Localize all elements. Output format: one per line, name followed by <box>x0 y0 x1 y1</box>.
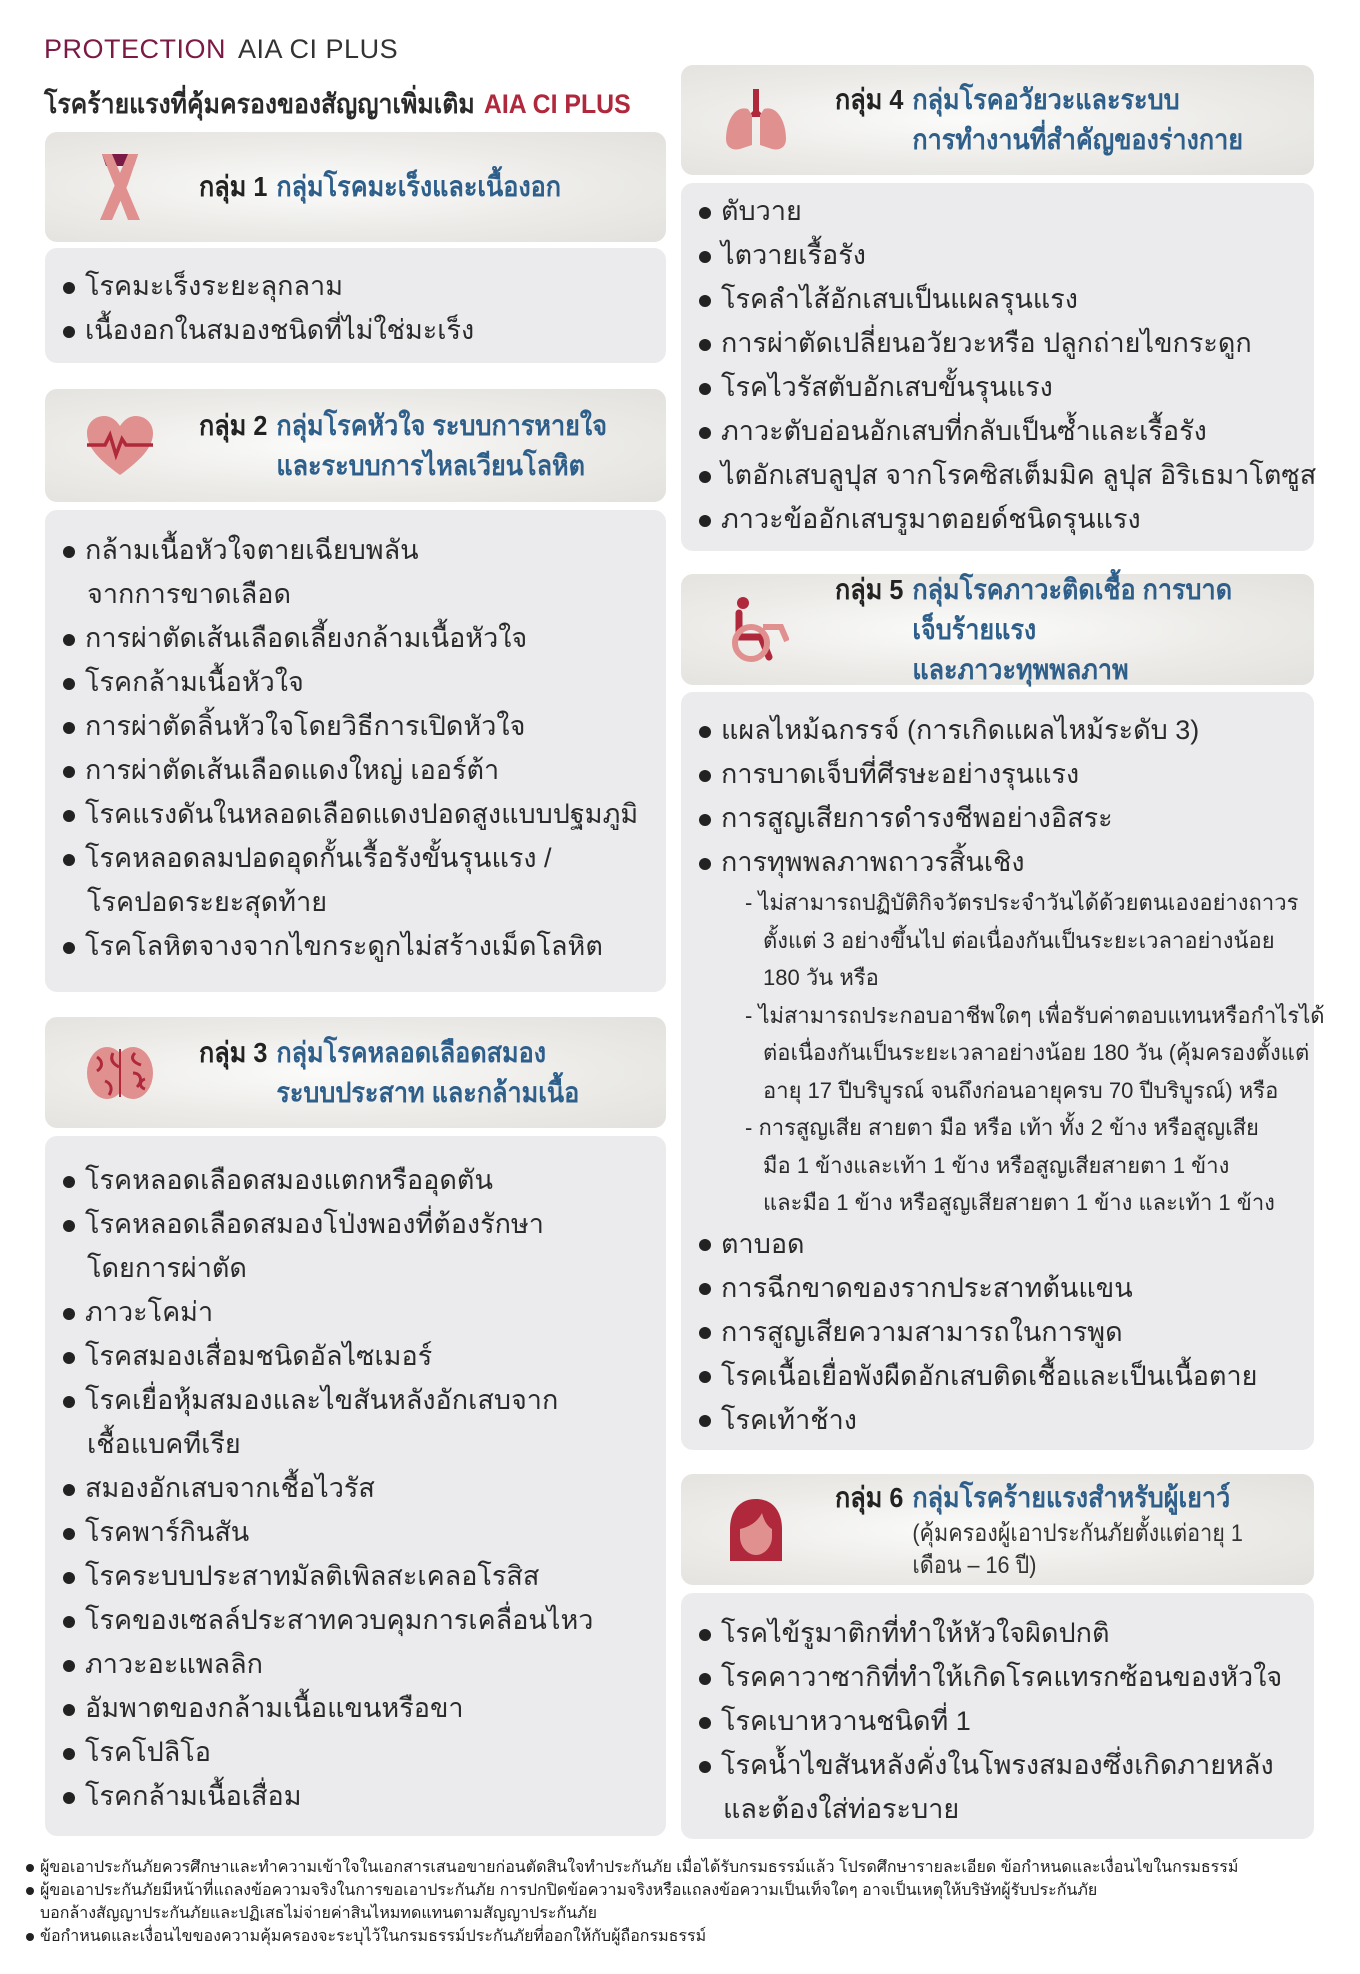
list-item-text: การสูญเสียการดำรงชีพอย่างอิสระ <box>721 803 1113 833</box>
list-item <box>699 1222 1314 1266</box>
list-item-text: การผ่าตัดเส้นเลือดแดงใหญ่ เออร์ต้า <box>85 755 500 785</box>
list-item <box>699 1743 1314 1831</box>
list-item-line <box>63 616 666 660</box>
list-item <box>63 1554 666 1598</box>
list-item <box>63 1774 666 1818</box>
list-item <box>63 704 666 748</box>
list-item <box>63 660 666 704</box>
group-title-line: และภาวะทุพพลภาพ <box>912 653 1129 685</box>
bullet-icon <box>63 1396 75 1408</box>
group-header-4 <box>681 65 1314 175</box>
list-item-line <box>699 321 1314 365</box>
list-item-text: เนื้องอกในสมองชนิดที่ไม่ใช่มะเร็ง <box>85 315 475 345</box>
list-item-text: การทุพพลภาพถาวรสิ้นเชิง <box>721 847 1025 877</box>
group-title-lines <box>276 167 561 207</box>
list-item-line <box>63 1466 666 1510</box>
sub-item-line: ตั้งแต่ 3 อย่างขึ้นไป ต่อเนื่องกันเป็นระยะเวลาอย่างน้อย <box>763 927 1275 953</box>
bullet-icon <box>699 1673 711 1685</box>
group-body-6 <box>681 1593 1314 1839</box>
list-item <box>63 1730 666 1774</box>
list-item <box>63 792 666 836</box>
sub-item <box>699 884 1314 997</box>
bullet-icon <box>63 766 75 778</box>
list-item-line <box>699 277 1314 321</box>
list-item-line <box>63 1686 666 1730</box>
group-title-lines <box>276 1033 579 1113</box>
list-item-text: เชื้อแบคทีเรีย <box>87 1429 241 1459</box>
bullet-icon <box>699 1761 711 1773</box>
list-item <box>699 708 1314 752</box>
list-item <box>63 1598 666 1642</box>
list-item-text: การฉีกขาดของรากประสาทต้นแขน <box>721 1272 1133 1303</box>
group-label: กลุ่ม 4 <box>835 84 904 115</box>
list-item <box>699 1310 1314 1354</box>
list-item-line <box>699 1611 1314 1655</box>
bullet-icon <box>699 858 711 870</box>
brain-icon <box>75 1043 165 1103</box>
list-item-line <box>63 1774 666 1818</box>
bullet-icon <box>63 1792 75 1804</box>
list-item <box>63 1378 666 1466</box>
bullet-icon <box>63 1748 75 1760</box>
list-item-text: การผ่าตัดเส้นเลือดเลี้ยงกล้ามเนื้อหัวใจ <box>85 623 528 653</box>
list-item-text: แผลไหม้ฉกรรจ์ (การเกิดแผลไหม้ระดับ 3) <box>721 715 1200 745</box>
list-item-text: จากการขาดเลือด <box>87 579 292 609</box>
list-item-line <box>699 497 1314 541</box>
list-item <box>63 924 666 968</box>
list-item-text: ไตอักเสบลูปุส จากโรคซิสเต็มมิค ลูปุส อิริเธมาโตซูส <box>721 460 1317 490</box>
bullet-icon <box>699 1239 711 1251</box>
list-item <box>699 453 1317 497</box>
list-item-line <box>699 453 1317 497</box>
list-item <box>63 616 666 660</box>
group-title <box>835 80 1243 160</box>
sub-item-line: 180 วัน หรือ <box>763 965 879 990</box>
list-item-line <box>699 365 1314 409</box>
list-item-line <box>699 189 1314 233</box>
list-item-text: การบาดเจ็บที่ศีรษะอย่างรุนแรง <box>721 759 1080 789</box>
brand-protection: PROTECTION <box>44 34 227 64</box>
footer-note-line <box>26 1856 1238 1879</box>
list-item <box>699 1398 1314 1442</box>
list-item-text: ตับวาย <box>721 196 802 226</box>
list-item-line <box>63 1642 666 1686</box>
list-item-text: โรคหลอดเลือดสมองแตกหรืออุดตัน <box>85 1165 493 1195</box>
list-item-line <box>699 1222 1314 1266</box>
bullet-icon <box>63 1220 75 1232</box>
bullet-icon <box>699 1283 711 1295</box>
list-item <box>63 264 666 308</box>
list-item-text: อัมพาตของกล้ามเนื้อแขนหรือขา <box>85 1693 464 1723</box>
list-item <box>63 308 666 352</box>
list-item-line <box>63 1290 666 1334</box>
list-item-text: ไตวายเรื้อรัง <box>721 240 866 270</box>
bullet-icon <box>63 854 75 866</box>
group-title-line: ระบบประสาท และกล้ามเนื้อ <box>276 1076 580 1108</box>
list-item-line <box>699 752 1314 796</box>
bullet-icon <box>699 251 711 263</box>
list-item-line <box>63 1730 666 1774</box>
list-item-text: โรคมะเร็งระยะลุกลาม <box>85 271 344 301</box>
group-header-2 <box>45 389 666 502</box>
bullet-icon <box>699 1629 711 1641</box>
list-item-line <box>699 796 1314 840</box>
bullet-icon <box>63 722 75 734</box>
heart-pulse-icon <box>75 415 165 477</box>
list-item-line <box>699 233 1314 277</box>
footer-note-text: ผู้ขอเอาประกันภัยมีหน้าที่แถลงข้อความจริงในการขอเอาประกันภัย การปกปิดข้อความจริงหรือแถลงข้อความเป็นเท็จใดๆ อาจเป็นเหตุให้บริษัทผู้รับประกันภัย <box>40 1882 1098 1899</box>
list-item <box>699 1266 1314 1310</box>
group-body-3 <box>45 1136 666 1836</box>
list-item <box>699 277 1314 321</box>
list-item <box>63 1510 666 1554</box>
list-item-text: โรคโลหิตจางจากไขกระดูกไม่สร้างเม็ดโลหิต <box>85 931 603 961</box>
wheelchair-icon <box>711 597 801 663</box>
footer-note-text: บอกล้างสัญญาประกันภัยและปฏิเสธไม่จ่ายค่าสินไหมทดแทนตามสัญญาประกันภัย <box>40 1905 597 1922</box>
list-item-line <box>63 264 666 308</box>
bullet-icon <box>699 295 711 307</box>
list-item-line <box>699 1787 1314 1831</box>
footer-note-line <box>26 1902 1238 1925</box>
footer-note <box>26 1856 1238 1879</box>
bullet-icon <box>699 1717 711 1729</box>
bullet-icon <box>63 1704 75 1716</box>
group-label: กลุ่ม 1 <box>199 171 268 202</box>
bullet-icon <box>63 282 75 294</box>
footer-notes <box>26 1856 1238 1948</box>
bullet-icon <box>63 634 75 646</box>
bullet-icon <box>63 1660 75 1672</box>
group-title-lines <box>912 570 1266 690</box>
group-label: กลุ่ม 6 <box>835 1481 904 1513</box>
bullet-icon <box>63 1352 75 1364</box>
list-item-line <box>699 1354 1314 1398</box>
list-item-line <box>63 528 666 572</box>
bullet-icon <box>63 942 75 954</box>
list-item <box>63 1466 666 1510</box>
sub-item-line: - ไม่สามารถปฏิบัติกิจวัตรประจำวันได้ด้วยตนเองอย่างถาวร <box>745 890 1299 915</box>
list-item-line <box>63 704 666 748</box>
group-title <box>199 406 607 486</box>
page-title <box>44 82 631 125</box>
brand-heading <box>44 34 398 65</box>
group-title-line: กลุ่มโรคหัวใจ ระบบการหายใจ <box>276 409 608 441</box>
group-title <box>199 1033 579 1113</box>
list-item-text: โรคลำไส้อักเสบเป็นแผลรุนแรง <box>721 284 1078 314</box>
bullet-icon <box>699 770 711 782</box>
bullet-icon <box>63 810 75 822</box>
group-title <box>835 1478 1266 1582</box>
group-label: กลุ่ม 2 <box>199 409 268 441</box>
list-item-text: โรคหลอดลมปอดอุดกั้นเรื้อรังขั้นรุนแรง / <box>85 843 552 873</box>
page-title-text: โรคร้ายแรงที่คุ้มครองของสัญญาเพิ่มเติม <box>44 89 475 119</box>
list-item-line <box>699 1655 1314 1699</box>
list-item-text: โรคเยื่อหุ้มสมองและไขสันหลังอักเสบจาก <box>85 1385 559 1415</box>
bullet-icon <box>26 1864 34 1872</box>
list-item-text: โรคแรงดันในหลอดเลือดแดงปอดสูงแบบปฐมภูมิ <box>85 799 639 829</box>
list-item-line <box>63 1598 666 1642</box>
list-item <box>63 1642 666 1686</box>
list-item-text: สมองอักเสบจากเชื้อไวรัส <box>85 1473 375 1503</box>
list-item-text: การผ่าตัดเปลี่ยนอวัยวะหรือ ปลูกถ่ายไขกระดูก <box>721 328 1252 358</box>
list-item <box>63 1158 666 1202</box>
list-item-text: ภาวะอะแพลลิก <box>85 1649 263 1679</box>
list-item-line <box>699 1266 1314 1310</box>
group-body-4 <box>681 183 1317 551</box>
group-body-2 <box>45 510 666 992</box>
bullet-icon <box>699 383 711 395</box>
list-item-line <box>63 880 666 924</box>
list-item <box>699 409 1314 453</box>
bullet-icon <box>699 427 711 439</box>
bullet-icon <box>699 339 711 351</box>
list-item-line <box>63 1510 666 1554</box>
list-item <box>699 1655 1314 1699</box>
footer-note-text: ข้อกำหนดและเงื่อนไขของความคุ้มครองจะระบุไว้ในกรมธรรม์ประกันภัยที่ออกให้กับผู้ถือกรมธรรม์ <box>40 1928 707 1945</box>
list-item <box>63 1202 666 1290</box>
group-title-line: กลุ่มโรคร้ายแรงสำหรับผู้เยาว์ <box>912 1481 1231 1513</box>
list-item-text: โรคกล้ามเนื้อหัวใจ <box>85 667 304 697</box>
list-item-line <box>699 1743 1314 1787</box>
group-header-5 <box>681 574 1314 685</box>
list-item <box>699 365 1314 409</box>
sub-item-line: และมือ 1 ข้าง หรือสูญเสียสายตา 1 ข้าง และเท้า 1 ข้าง <box>763 1190 1275 1215</box>
bullet-icon <box>26 1933 34 1941</box>
list-item <box>699 796 1314 840</box>
list-item-line <box>699 409 1314 453</box>
bullet-icon <box>63 326 75 338</box>
group-title-lines <box>912 80 1243 160</box>
list-item-line <box>63 792 666 836</box>
list-item-line <box>63 1422 666 1466</box>
group-subtitle: (คุ้มครองผู้เอาประกันภัยตั้งแต่อายุ 1 เดือน – 16 ปี) <box>912 1519 1243 1579</box>
bullet-icon <box>699 1327 711 1339</box>
bullet-icon <box>699 515 711 527</box>
group-title-line: กลุ่มโรคอวัยวะและระบบ <box>912 84 1180 115</box>
bullet-icon <box>63 1528 75 1540</box>
list-item-line <box>699 1699 1314 1743</box>
list-item <box>699 189 1314 233</box>
footer-note-line <box>26 1925 1238 1948</box>
list-item <box>699 497 1314 541</box>
bullet-icon <box>63 1176 75 1188</box>
group-body-1 <box>45 248 666 363</box>
group-label: กลุ่ม 3 <box>199 1036 268 1068</box>
list-item-text: โดยการผ่าตัด <box>87 1253 247 1283</box>
list-item-line <box>699 840 1314 884</box>
list-item <box>699 1354 1314 1398</box>
list-item-line <box>63 572 666 616</box>
footer-note-line <box>26 1879 1238 1902</box>
bullet-icon <box>63 546 75 558</box>
group-title-lines <box>276 406 607 486</box>
list-item-text: โรคพาร์กินสัน <box>85 1517 250 1547</box>
list-item-text: ภาวะโคม่า <box>85 1297 214 1327</box>
cancer-ribbon-icon <box>75 154 165 220</box>
bullet-icon <box>699 1415 711 1427</box>
list-item-text: โรคไข้รูมาติกที่ทำให้หัวใจผิดปกติ <box>721 1618 1110 1648</box>
list-item-text: กล้ามเนื้อหัวใจตายเฉียบพลัน <box>85 535 419 565</box>
list-item-line <box>63 660 666 704</box>
list-item-text: การสูญเสียความสามารถในการพูด <box>721 1316 1123 1347</box>
list-item <box>699 321 1314 365</box>
list-item-line <box>699 1310 1314 1354</box>
bullet-icon <box>63 1572 75 1584</box>
list-item-text: ภาวะตับอ่อนอักเสบที่กลับเป็นซ้ำและเรื้อรัง <box>721 416 1207 446</box>
list-item-line <box>63 308 666 352</box>
bullet-icon <box>63 1308 75 1320</box>
list-item <box>699 1611 1314 1655</box>
list-item <box>699 233 1314 277</box>
sub-item-line: - ไม่สามารถประกอบอาชีพใดๆ เพื่อรับค่าตอบแทนหรือกำไรได้ <box>745 1002 1325 1028</box>
sub-item-line: อายุ 17 ปีบริบูรณ์ จนถึงก่อนอายุครบ 70 ปีบริบูรณ์) หรือ <box>763 1077 1279 1103</box>
brand-product: AIA CI PLUS <box>238 34 399 64</box>
group-header-3 <box>45 1017 666 1128</box>
group-title-lines <box>912 1478 1266 1582</box>
list-item-text: โรคหลอดเลือดสมองโป่งพองที่ต้องรักษา <box>85 1209 544 1239</box>
footer-note-text: ผู้ขอเอาประกันภัยควรศึกษาและทำความเข้าใจในเอกสารเสนอขายก่อนตัดสินใจทำประกันภัย เมื่อได้รับกรมธรรม์แล้ว โปรดศึกษารายละเอียด ข้อกำหนดและเงื่อนไขในกรมธรรม์ <box>40 1859 1239 1876</box>
list-item-line <box>63 924 666 968</box>
list-item <box>63 528 666 616</box>
group-title-line: กลุ่มโรคหลอดเลือดสมอง <box>276 1036 547 1068</box>
bullet-icon <box>699 1371 711 1383</box>
bullet-icon <box>699 726 711 738</box>
bullet-icon <box>63 1484 75 1496</box>
list-item-line <box>63 1158 666 1202</box>
bullet-icon <box>63 1616 75 1628</box>
list-item-text: โรคของเซลล์ประสาทควบคุมการเคลื่อนไหว <box>85 1605 594 1635</box>
group-title <box>835 570 1266 690</box>
footer-note <box>26 1925 1238 1948</box>
group-header-6 <box>681 1474 1314 1585</box>
list-item <box>699 1699 1314 1743</box>
group-title-line: และระบบการไหลเวียนโลหิต <box>276 449 586 481</box>
footer-note <box>26 1879 1238 1925</box>
sub-item-line: - การสูญเสีย สายตา มือ หรือ เท้า ทั้ง 2 ข้าง หรือสูญเสีย <box>745 1115 1259 1140</box>
group-title <box>199 167 561 207</box>
group-title-line: กลุ่มโรคมะเร็งและเนื้องอก <box>276 171 562 202</box>
list-item-line <box>63 1246 666 1290</box>
list-item-line <box>699 1398 1314 1442</box>
list-item-text: โรคเบาหวานชนิดที่ 1 <box>721 1706 971 1736</box>
group-header-1 <box>45 132 666 242</box>
list-item <box>63 1686 666 1730</box>
list-item-line <box>63 1378 666 1422</box>
group-label: กลุ่ม 5 <box>835 573 904 605</box>
list-item-text: การผ่าตัดลิ้นหัวใจโดยวิธีการเปิดหัวใจ <box>85 711 526 741</box>
bullet-icon <box>699 814 711 826</box>
lungs-icon <box>711 89 801 151</box>
list-item <box>63 1334 666 1378</box>
list-item-text: ตาบอด <box>721 1228 805 1259</box>
list-item-line <box>63 1334 666 1378</box>
list-item-line <box>699 708 1314 752</box>
list-item <box>699 752 1314 796</box>
list-item-text: และต้องใส่ท่อระบาย <box>723 1794 960 1824</box>
list-item-text: โรคเท้าช้าง <box>721 1404 857 1435</box>
list-item <box>63 748 666 792</box>
sub-item-line: ต่อเนื่องกันเป็นระยะเวลาอย่างน้อย 180 วัน (คุ้มครองตั้งแต่ <box>763 1040 1310 1065</box>
list-item-text: โรคกล้ามเนื้อเสื่อม <box>85 1781 302 1811</box>
group-body-5 <box>681 692 1325 1450</box>
group-title-line: กลุ่มโรคภาวะติดเชื้อ การบาดเจ็บร้ายแรง <box>912 573 1233 645</box>
list-item-line <box>63 836 666 880</box>
list-item-text: โรคสมองเสื่อมชนิดอัลไซเมอร์ <box>85 1341 433 1371</box>
sub-item <box>699 997 1325 1110</box>
list-item <box>63 836 666 924</box>
list-item-line <box>63 748 666 792</box>
sub-item-line: มือ 1 ข้างและเท้า 1 ข้าง หรือสูญเสียสายตา 1 ข้าง <box>763 1152 1230 1178</box>
bullet-icon <box>26 1887 34 1895</box>
bullet-icon <box>699 207 711 219</box>
page-title-accent: AIA CI PLUS <box>483 89 631 119</box>
child-face-icon <box>711 1499 801 1561</box>
list-item-text: โรคเนื้อเยื่อพังผืดอักเสบติดเชื้อและเป็นเนื้อตาย <box>721 1360 1258 1391</box>
bullet-icon <box>699 471 711 483</box>
list-item-text: โรคไวรัสตับอักเสบขั้นรุนแรง <box>721 372 1053 402</box>
list-item-line <box>63 1202 666 1246</box>
list-item-text: โรคระบบประสาทมัลติเพิลสะเคลอโรสิส <box>85 1561 540 1591</box>
list-item <box>63 1290 666 1334</box>
list-item-text: ภาวะข้ออักเสบรูมาตอยด์ชนิดรุนแรง <box>721 504 1141 534</box>
list-item <box>699 840 1314 884</box>
group-title-line: การทำงานที่สำคัญของร่างกาย <box>912 124 1244 155</box>
list-item-line <box>63 1554 666 1598</box>
list-item-text: โรคน้ำไขสันหลังคั่งในโพรงสมองซึ่งเกิดภายหลัง <box>721 1750 1274 1780</box>
bullet-icon <box>63 678 75 690</box>
list-item-text: โรคปอดระยะสุดท้าย <box>87 887 328 917</box>
list-item-text: โรคคาวาซากิที่ทำให้เกิดโรคแทรกซ้อนของหัวใจ <box>721 1662 1283 1692</box>
list-item-text: โรคโปลิโอ <box>85 1737 211 1767</box>
sub-item <box>699 1109 1314 1222</box>
